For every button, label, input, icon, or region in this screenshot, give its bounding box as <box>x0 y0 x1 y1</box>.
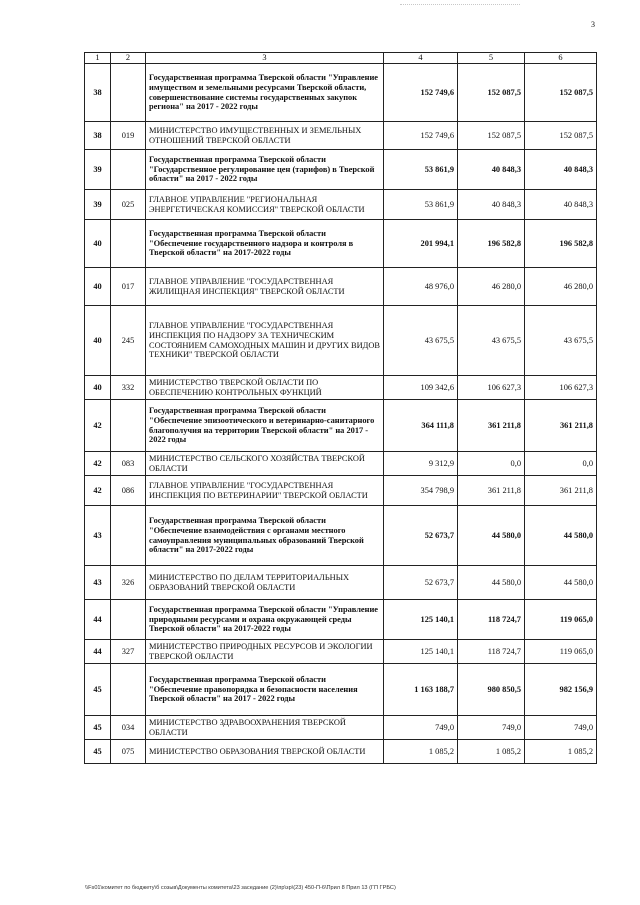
amount-2018-cell: 46 280,0 <box>458 268 525 306</box>
program-number-cell: 43 <box>85 566 111 600</box>
table-row <box>85 600 597 640</box>
amount-2019-cell: 46 280,0 <box>525 268 597 306</box>
name-cell: МИНИСТЕРСТВО ТВЕРСКОЙ ОБЛАСТИ ПО ОБЕСПЕЧЕНИЮ КОНТРОЛЬНЫХ ФУНКЦИЙ <box>146 376 384 400</box>
program-number-cell: 39 <box>85 190 111 220</box>
program-number-cell: 45 <box>85 740 111 764</box>
amount-2019-cell: 40 848,3 <box>525 150 597 190</box>
table-row <box>85 476 597 506</box>
footer-file-path: \\Fs01\комитет по бюджету\б созыв\Документы комитета\23 заседание (2)\пр\зр\(23) 450-П-6\Прил 8 Прил 13 (ГП ГРБС) <box>85 885 396 891</box>
program-number-cell: 42 <box>85 476 111 506</box>
admin-code-cell <box>111 600 146 640</box>
amount-2017-cell: 52 673,7 <box>384 506 458 566</box>
amount-2018-cell: 196 582,8 <box>458 220 525 268</box>
program-number-cell: 40 <box>85 268 111 306</box>
amount-2017-cell: 52 673,7 <box>384 566 458 600</box>
admin-code-cell <box>111 400 146 452</box>
header-col-4: 4 <box>384 53 458 64</box>
amount-2019-cell: 749,0 <box>525 716 597 740</box>
amount-2019-cell: 44 580,0 <box>525 506 597 566</box>
admin-code-cell: 086 <box>111 476 146 506</box>
amount-2017-cell: 125 140,1 <box>384 640 458 664</box>
program-number-cell: 40 <box>85 376 111 400</box>
admin-code-cell <box>111 64 146 122</box>
amount-2019-cell: 0,0 <box>525 452 597 476</box>
admin-code-cell <box>111 664 146 716</box>
amount-2017-cell: 125 140,1 <box>384 600 458 640</box>
amount-2017-cell: 749,0 <box>384 716 458 740</box>
program-number-cell: 38 <box>85 64 111 122</box>
amount-2019-cell: 196 582,8 <box>525 220 597 268</box>
header-col-1: 1 <box>85 53 111 64</box>
table-row <box>85 268 597 306</box>
admin-code-cell <box>111 220 146 268</box>
amount-2017-cell: 43 675,5 <box>384 306 458 376</box>
name-cell: Государственная программа Тверской области "Управление природными ресурсами и охрана окружающей среды Тверской области" на 2017-2022 годы <box>146 600 384 640</box>
table-row <box>85 566 597 600</box>
program-number-cell: 45 <box>85 664 111 716</box>
table-row <box>85 506 597 566</box>
amount-2019-cell: 119 065,0 <box>525 640 597 664</box>
table-row <box>85 306 597 376</box>
amount-2019-cell: 152 087,5 <box>525 122 597 150</box>
amount-2017-cell: 1 085,2 <box>384 740 458 764</box>
amount-2018-cell: 152 087,5 <box>458 64 525 122</box>
amount-2018-cell: 152 087,5 <box>458 122 525 150</box>
name-cell: МИНИСТЕРСТВО ОБРАЗОВАНИЯ ТВЕРСКОЙ ОБЛАСТИ <box>146 740 384 764</box>
name-cell: ГЛАВНОЕ УПРАВЛЕНИЕ "ГОСУДАРСТВЕННАЯ ИНСПЕКЦИЯ ПО НАДЗОРУ ЗА ТЕХНИЧЕСКИМ СОСТОЯНИЕМ САМОХОДНЫХ МАШИН И ДРУГИХ ВИДОВ ТЕХНИКИ" ТВЕРСКОЙ ОБЛАСТИ <box>146 306 384 376</box>
admin-code-cell: 332 <box>111 376 146 400</box>
program-number-cell: 44 <box>85 640 111 664</box>
table-row <box>85 220 597 268</box>
program-number-cell: 44 <box>85 600 111 640</box>
admin-code-cell: 327 <box>111 640 146 664</box>
admin-code-cell: 025 <box>111 190 146 220</box>
program-number-cell: 38 <box>85 122 111 150</box>
amount-2018-cell: 749,0 <box>458 716 525 740</box>
name-cell: ГЛАВНОЕ УПРАВЛЕНИЕ "РЕГИОНАЛЬНАЯ ЭНЕРГЕТИЧЕСКАЯ КОМИССИЯ" ТВЕРСКОЙ ОБЛАСТИ <box>146 190 384 220</box>
header-col-2: 2 <box>111 53 146 64</box>
table-row <box>85 664 597 716</box>
name-cell: Государственная программа Тверской области "Государственное регулирование цен (тарифов) в Тверской области" на 2017 - 2022 годы <box>146 150 384 190</box>
amount-2017-cell: 354 798,9 <box>384 476 458 506</box>
amount-2018-cell: 43 675,5 <box>458 306 525 376</box>
amount-2017-cell: 152 749,6 <box>384 64 458 122</box>
amount-2017-cell: 364 111,8 <box>384 400 458 452</box>
program-number-cell: 42 <box>85 400 111 452</box>
table-row <box>85 400 597 452</box>
name-cell: МИНИСТЕРСТВО ПО ДЕЛАМ ТЕРРИТОРИАЛЬНЫХ ОБРАЗОВАНИЙ ТВЕРСКОЙ ОБЛАСТИ <box>146 566 384 600</box>
admin-code-cell: 019 <box>111 122 146 150</box>
admin-code-cell: 326 <box>111 566 146 600</box>
amount-2018-cell: 44 580,0 <box>458 506 525 566</box>
header-row <box>85 53 597 64</box>
amount-2017-cell: 109 342,6 <box>384 376 458 400</box>
amount-2018-cell: 361 211,8 <box>458 400 525 452</box>
program-number-cell: 40 <box>85 306 111 376</box>
header-col-3: 3 <box>146 53 384 64</box>
amount-2018-cell: 118 724,7 <box>458 640 525 664</box>
name-cell: Государственная программа Тверской области "Обеспечение правопорядка и безопасности населения Тверской области" на 2017 - 2022 годы <box>146 664 384 716</box>
table-row <box>85 716 597 740</box>
program-number-cell: 40 <box>85 220 111 268</box>
name-cell: Государственная программа Тверской области "Обеспечение государственного надзора и контроля в Тверской области" на 2017-2022 годы <box>146 220 384 268</box>
amount-2017-cell: 201 994,1 <box>384 220 458 268</box>
budget-table <box>84 52 597 764</box>
table-row <box>85 150 597 190</box>
header-col-6: 6 <box>525 53 597 64</box>
amount-2018-cell: 118 724,7 <box>458 600 525 640</box>
admin-code-cell: 017 <box>111 268 146 306</box>
amount-2019-cell: 106 627,3 <box>525 376 597 400</box>
admin-code-cell: 075 <box>111 740 146 764</box>
amount-2017-cell: 1 163 188,7 <box>384 664 458 716</box>
amount-2019-cell: 1 085,2 <box>525 740 597 764</box>
amount-2017-cell: 53 861,9 <box>384 150 458 190</box>
program-number-cell: 39 <box>85 150 111 190</box>
name-cell: МИНИСТЕРСТВО ЗДРАВООХРАНЕНИЯ ТВЕРСКОЙ ОБЛАСТИ <box>146 716 384 740</box>
table-row <box>85 740 597 764</box>
amount-2019-cell: 361 211,8 <box>525 400 597 452</box>
header-col-5: 5 <box>458 53 525 64</box>
name-cell: МИНИСТЕРСТВО ПРИРОДНЫХ РЕСУРСОВ И ЭКОЛОГИИ ТВЕРСКОЙ ОБЛАСТИ <box>146 640 384 664</box>
name-cell: МИНИСТЕРСТВО ИМУЩЕСТВЕННЫХ И ЗЕМЕЛЬНЫХ ОТНОШЕНИЙ ТВЕРСКОЙ ОБЛАСТИ <box>146 122 384 150</box>
name-cell: ГЛАВНОЕ УПРАВЛЕНИЕ "ГОСУДАРСТВЕННАЯ ЖИЛИЩНАЯ ИНСПЕКЦИЯ" ТВЕРСКОЙ ОБЛАСТИ <box>146 268 384 306</box>
amount-2018-cell: 1 085,2 <box>458 740 525 764</box>
table-row <box>85 640 597 664</box>
program-number-cell: 42 <box>85 452 111 476</box>
amount-2017-cell: 152 749,6 <box>384 122 458 150</box>
amount-2017-cell: 48 976,0 <box>384 268 458 306</box>
amount-2018-cell: 0,0 <box>458 452 525 476</box>
amount-2018-cell: 980 850,5 <box>458 664 525 716</box>
name-cell: Государственная программа Тверской области "Обеспечение эпизоотического и ветеринарно-санитарного благополучия на территории Тверской области" на 2017 - 2022 годы <box>146 400 384 452</box>
name-cell: Государственная программа Тверской области "Управление имуществом и земельными ресурсами Тверской области, совершенствование системы государственных закупок региона" на 2017 - 2022 годы <box>146 64 384 122</box>
program-number-cell: 43 <box>85 506 111 566</box>
amount-2019-cell: 982 156,9 <box>525 664 597 716</box>
amount-2019-cell: 40 848,3 <box>525 190 597 220</box>
table-row <box>85 376 597 400</box>
amount-2018-cell: 361 211,8 <box>458 476 525 506</box>
name-cell: МИНИСТЕРСТВО СЕЛЬСКОГО ХОЗЯЙСТВА ТВЕРСКОЙ ОБЛАСТИ <box>146 452 384 476</box>
admin-code-cell: 034 <box>111 716 146 740</box>
page-number: 3 <box>591 20 595 29</box>
amount-2019-cell: 43 675,5 <box>525 306 597 376</box>
amount-2019-cell: 152 087,5 <box>525 64 597 122</box>
amount-2019-cell: 44 580,0 <box>525 566 597 600</box>
table-row <box>85 64 597 122</box>
admin-code-cell: 245 <box>111 306 146 376</box>
program-number-cell: 45 <box>85 716 111 740</box>
amount-2017-cell: 9 312,9 <box>384 452 458 476</box>
admin-code-cell: 083 <box>111 452 146 476</box>
table-row <box>85 122 597 150</box>
amount-2017-cell: 53 861,9 <box>384 190 458 220</box>
amount-2018-cell: 44 580,0 <box>458 566 525 600</box>
name-cell: Государственная программа Тверской области "Обеспечение взаимодействия с органами местного самоуправления муниципальных образований Тверской области" на 2017-2022 годы <box>146 506 384 566</box>
amount-2018-cell: 40 848,3 <box>458 150 525 190</box>
amount-2019-cell: 119 065,0 <box>525 600 597 640</box>
scan-marks <box>400 4 520 7</box>
amount-2018-cell: 40 848,3 <box>458 190 525 220</box>
table-row <box>85 452 597 476</box>
name-cell: ГЛАВНОЕ УПРАВЛЕНИЕ "ГОСУДАРСТВЕННАЯ ИНСПЕКЦИЯ ПО ВЕТЕРИНАРИИ" ТВЕРСКОЙ ОБЛАСТИ <box>146 476 384 506</box>
table-row <box>85 190 597 220</box>
amount-2018-cell: 106 627,3 <box>458 376 525 400</box>
admin-code-cell <box>111 506 146 566</box>
admin-code-cell <box>111 150 146 190</box>
amount-2019-cell: 361 211,8 <box>525 476 597 506</box>
